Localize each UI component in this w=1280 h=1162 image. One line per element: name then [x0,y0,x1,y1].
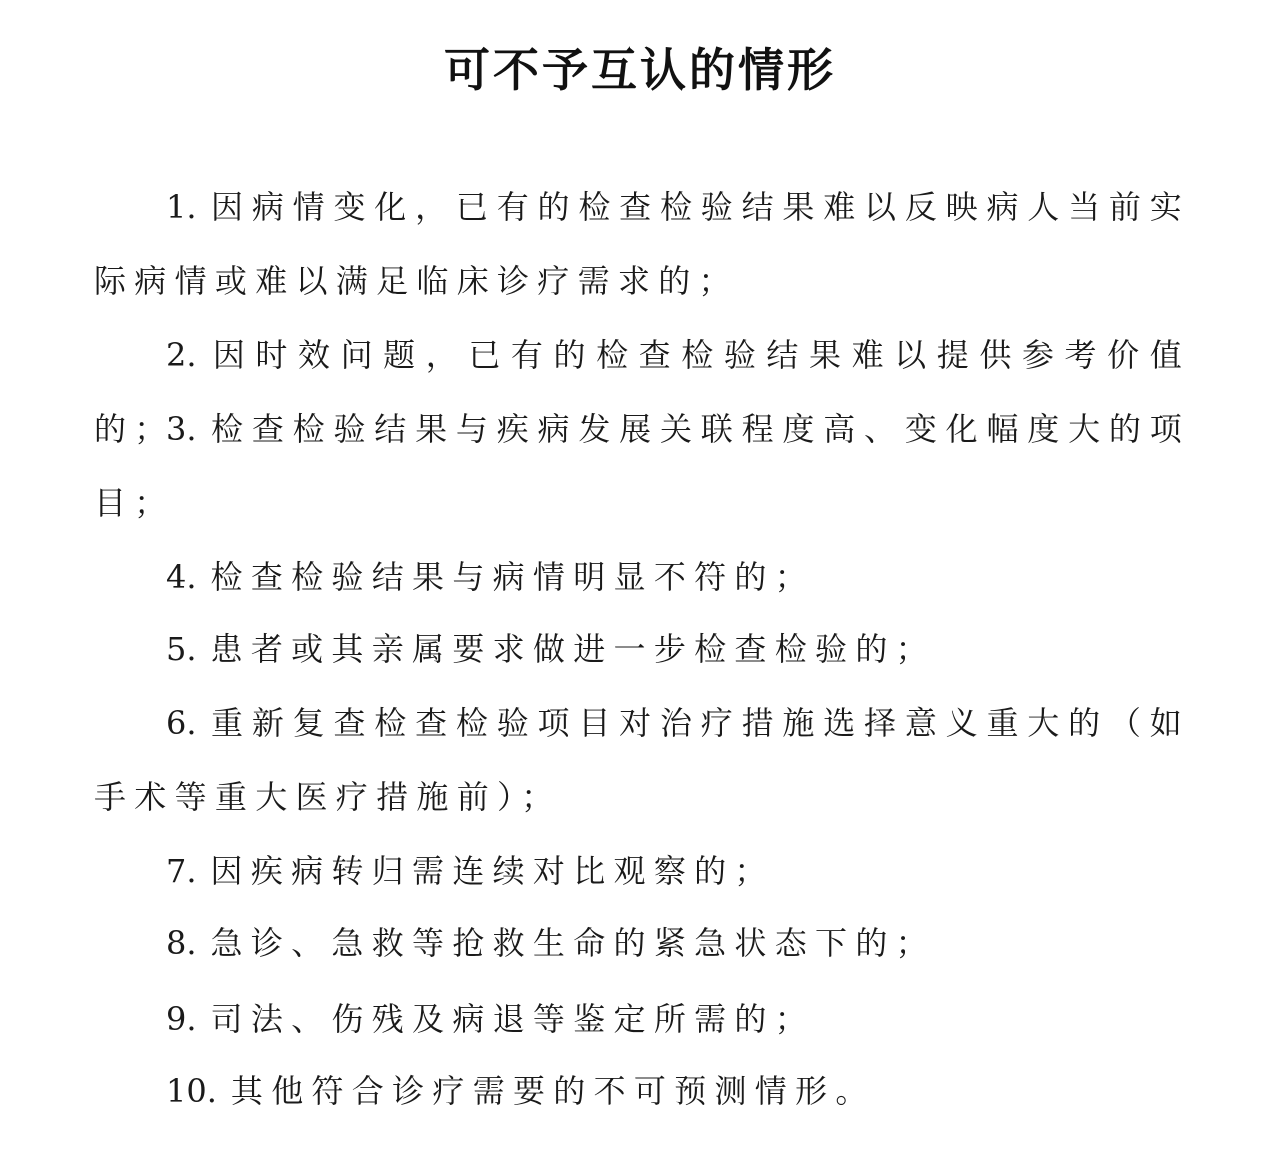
item-number: 10. [166,1072,217,1110]
list-item-7 [94,834,1190,908]
item-text: 因疾病转归需连续对比观察的； [210,852,775,890]
list-item-5 [94,612,1190,686]
item-number: 1. [166,188,197,226]
item-text: 因时效问题，已有的检查检验结果难以提供参考价值的； [94,336,1190,448]
item-text: 检查检验结果与病情明显不符的； [210,558,816,596]
list-item-8 [94,906,1190,980]
list-item-3 [94,392,1190,540]
list-item-10 [94,1054,1190,1128]
item-text: 司法、伤残及病退等鉴定所需的； [210,1000,816,1038]
item-text: 急诊、急救等抢救生命的紧急状态下的； [210,924,936,962]
item-number: 2. [166,336,197,374]
list-item-4 [94,540,1190,614]
item-number: 6. [166,704,197,742]
item-text: 因病情变化，已有的检查检验结果难以反映病人当前实际病情或难以满足临床诊疗需求的； [94,188,1190,300]
item-number: 3. [166,410,197,448]
page-title: 可不予互认的情形 [444,43,836,97]
item-number: 9. [166,1000,197,1038]
list-item-1 [94,170,1190,318]
item-number: 7. [166,852,197,890]
list-item-6 [94,686,1190,834]
list-item-9 [94,982,1190,1056]
item-text: 重新复查检查检验项目对治疗措施选择意义重大的（如手术等重大医疗措施前）； [94,704,1190,816]
item-text: 检查检验结果与疾病发展关联程度高、变化幅度大的项目； [94,410,1190,522]
item-number: 4. [166,558,197,596]
item-text: 患者或其亲属要求做进一步检查检验的； [210,630,936,668]
item-text: 其他符合诊疗需要的不可预测情形。 [230,1072,876,1110]
item-number: 8. [166,924,197,962]
item-number: 5. [166,630,197,668]
